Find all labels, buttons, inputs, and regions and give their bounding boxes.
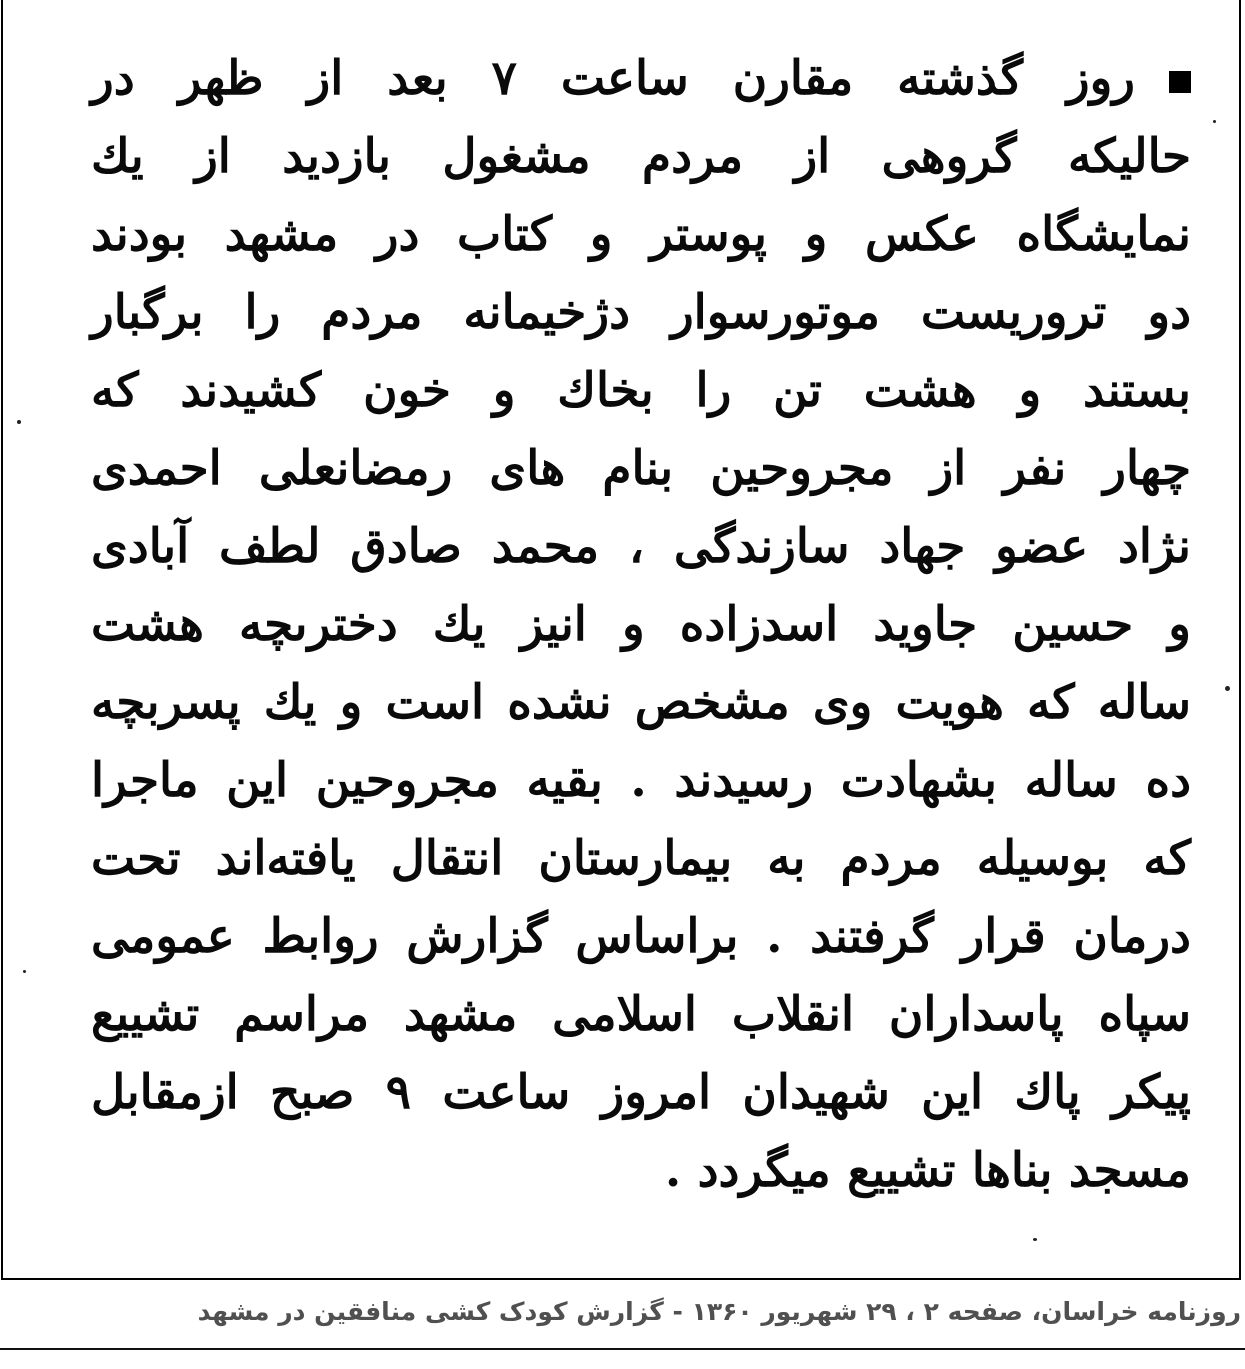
article-line-8: و حسین جاوید اسدزاده و انیز یك دخترىچه هشت [91,597,1191,652]
article-line-12: درمان قرار گرفتند . براساس گزارش روابط عمومی [91,909,1191,964]
article-line-5: بستند و هشت تن را بخاك و خون کشیدند که [91,363,1191,418]
print-speck [1213,120,1216,123]
article-line-4: دو تروریست موتورسوار دژخیمانه مردم را برگبار [91,285,1191,340]
article-line-11: که بوسیله مردم به بیمارستان انتقال یافته‌اند تحت [91,831,1191,886]
image-caption: روزنامه خراسان، صفحه ۲ ، ۲۹ شهریور ۱۳۶۰ - گزارش کودک کشی منافقین در مشهد [197,1297,1241,1326]
article-line-7: نژاد عضو جهاد سازندگی ، محمد صادق لطف آبادی [91,519,1191,574]
article-line-10: ده ساله بشهادت رسیدند . بقیه مجروحین این ماجرا [91,753,1191,808]
print-speck [17,420,21,424]
newspaper-clipping [1,0,1241,1280]
article-line-1-text: روز گذشته مقارن ساعت ۷ بعد از ظهر در [91,51,1135,106]
article-line-3: نمایشگاه عکس و پوستر و کتاب در مشهد بودند [91,207,1191,262]
article-line-6: چهار نفر از مجروحین بنام های رمضانعلی احمدی [91,441,1191,496]
article-line-1 [91,40,1191,118]
article-body [91,40,1191,1210]
article-line-9: ساله که هویت وی مشخص نشده است و یك پسربچه [91,675,1191,730]
article-line-15: مسجد بناها تشییع میگردد . [664,1143,1191,1198]
article-line-2: حالیکه گروهی از مردم مشغول بازدید از یك [91,129,1191,184]
article-line-13: سپاه پاسداران انقلاب اسلامی مشهد مراسم تشییع [91,987,1191,1042]
bottom-divider [0,1348,1245,1350]
bullet-square-icon [1169,71,1191,93]
print-speck [1033,1238,1037,1241]
print-speck [1225,686,1230,691]
article-line-14: پیکر پاك این شهیدان امروز ساعت ۹ صبح ازمقابل [91,1065,1192,1120]
print-speck [23,970,26,973]
